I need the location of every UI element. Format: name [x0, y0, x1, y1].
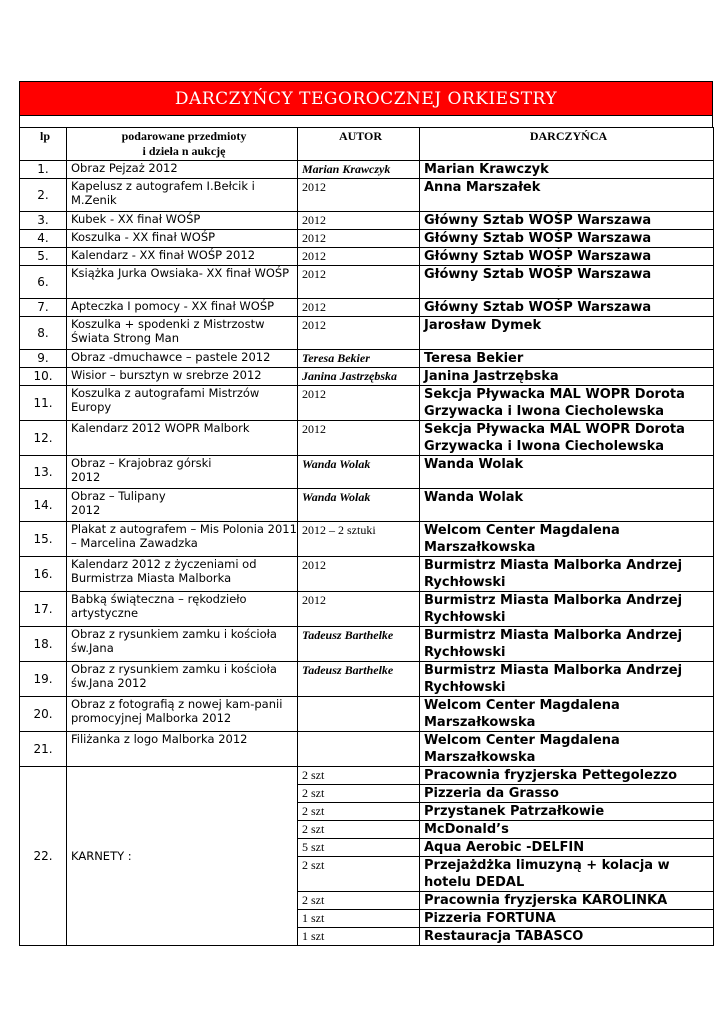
- table-row: [20, 522, 714, 557]
- quantity-cell: 2 szt: [298, 767, 420, 785]
- table-row: [20, 161, 714, 179]
- row-number: 7.: [20, 299, 67, 317]
- table-row: [20, 732, 714, 767]
- donor-cell: Sekcja Pływacka MAL WOPR Dorota Grzywacka i Iwona Ciecholewska: [420, 421, 714, 456]
- row-number: 19.: [20, 662, 67, 697]
- row-number: 1.: [20, 161, 67, 179]
- header-lp: lp: [20, 128, 67, 161]
- donor-cell: Pizzeria da Grasso: [420, 785, 714, 803]
- table-row: [20, 767, 714, 785]
- donor-cell: Wanda Wolak: [420, 456, 714, 489]
- table-row: [20, 212, 714, 230]
- table-row: [20, 592, 714, 627]
- table-body: [20, 161, 714, 946]
- row-number: 10.: [20, 368, 67, 386]
- donor-cell: Burmistrz Miasta Malborka Andrzej Rychłowski: [420, 592, 714, 627]
- row-number: 13.: [20, 456, 67, 489]
- row-number: 21.: [20, 732, 67, 767]
- donor-cell: Welcom Center Magdalena Marszałkowska: [420, 522, 714, 557]
- donor-cell: Anna Marszałek: [420, 179, 714, 212]
- item-cell: Obraz z rysunkiem zamku i kościoła św.Jana 2012: [67, 662, 298, 697]
- item-cell: Kubek - XX finał WOŚP: [67, 212, 298, 230]
- author-cell: 2012: [298, 592, 420, 627]
- item-cell: Apteczka I pomocy - XX finał WOŚP: [67, 299, 298, 317]
- donor-cell: Burmistrz Miasta Malborka Andrzej Rychłowski: [420, 557, 714, 592]
- author-cell: 2012: [298, 317, 420, 350]
- author-cell: [298, 732, 420, 767]
- table-row: [20, 662, 714, 697]
- row-number: 22.: [20, 767, 67, 946]
- row-number: 8.: [20, 317, 67, 350]
- row-number: 11.: [20, 386, 67, 421]
- author-cell: 2012: [298, 212, 420, 230]
- author-cell: [298, 697, 420, 732]
- item-cell: Babką świąteczna – rękodzieło artystyczne: [67, 592, 298, 627]
- table-row: [20, 557, 714, 592]
- table-row: [20, 179, 714, 212]
- header-author: AUTOR: [298, 128, 420, 161]
- page-title-banner: [19, 81, 713, 116]
- author-cell: 2012: [298, 421, 420, 456]
- donor-cell: Restauracja TABASCO: [420, 928, 714, 946]
- table-row: [20, 350, 714, 368]
- item-cell: KARNETY :: [67, 767, 298, 946]
- quantity-cell: 2 szt: [298, 857, 420, 892]
- row-number: 4.: [20, 230, 67, 248]
- donor-cell: Teresa Bekier: [420, 350, 714, 368]
- table-row: [20, 697, 714, 732]
- table-row: [20, 627, 714, 662]
- item-cell: Obraz z rysunkiem zamku i kościoła św.Jana: [67, 627, 298, 662]
- table-row: [20, 456, 714, 489]
- author-cell: 2012 – 2 sztuki: [298, 522, 420, 557]
- donor-cell: Burmistrz Miasta Malborka Andrzej Rychłowski: [420, 627, 714, 662]
- item-cell: Obraz – Tulipany 2012: [67, 489, 298, 522]
- row-number: 15.: [20, 522, 67, 557]
- donor-cell: Główny Sztab WOŚP Warszawa: [420, 266, 714, 299]
- table-row: [20, 230, 714, 248]
- quantity-cell: 1 szt: [298, 910, 420, 928]
- donor-cell: Główny Sztab WOŚP Warszawa: [420, 299, 714, 317]
- donor-cell: Welcom Center Magdalena Marszałkowska: [420, 732, 714, 767]
- donor-cell: Burmistrz Miasta Malborka Andrzej Rychłowski: [420, 662, 714, 697]
- row-number: 20.: [20, 697, 67, 732]
- quantity-cell: 2 szt: [298, 803, 420, 821]
- item-cell: Koszulka - XX finał WOŚP: [67, 230, 298, 248]
- item-cell: Koszulka + spodenki z Mistrzostw Świata Strong Man: [67, 317, 298, 350]
- author-cell: 2012: [298, 557, 420, 592]
- author-cell: 2012: [298, 179, 420, 212]
- item-cell: Filiżanka z logo Malborka 2012: [67, 732, 298, 767]
- table-row: [20, 266, 714, 299]
- donor-cell: McDonald’s: [420, 821, 714, 839]
- table-row: [20, 386, 714, 421]
- donor-cell: Pizzeria FORTUNA: [420, 910, 714, 928]
- item-cell: Wisior – bursztyn w srebrze 2012: [67, 368, 298, 386]
- row-number: 6.: [20, 266, 67, 299]
- header-donor: DARCZYŃCA: [420, 128, 714, 161]
- row-number: 16.: [20, 557, 67, 592]
- table-row: [20, 248, 714, 266]
- donor-cell: Sekcja Pływacka MAL WOPR Dorota Grzywacka i Iwona Ciecholewska: [420, 386, 714, 421]
- row-number: 5.: [20, 248, 67, 266]
- author-cell: Wanda Wolak: [298, 456, 420, 489]
- author-cell: Teresa Bekier: [298, 350, 420, 368]
- item-cell: Kapelusz z autografem I.Bełcik i M.Zenik: [67, 179, 298, 212]
- spacer-row: [19, 116, 713, 127]
- donor-cell: Główny Sztab WOŚP Warszawa: [420, 248, 714, 266]
- author-cell: Wanda Wolak: [298, 489, 420, 522]
- donor-cell: Jarosław Dymek: [420, 317, 714, 350]
- item-cell: Kalendarz 2012 z życzeniami od Burmistrza Miasta Malborka: [67, 557, 298, 592]
- table-row: [20, 299, 714, 317]
- donor-cell: Przejażdżka limuzyną + kolacja w hotelu DEDAL: [420, 857, 714, 892]
- quantity-cell: 2 szt: [298, 821, 420, 839]
- table-row: [20, 368, 714, 386]
- item-cell: Plakat z autografem – Mis Polonia 2011 – Marcelina Zawadzka: [67, 522, 298, 557]
- donors-table: [19, 127, 714, 946]
- author-cell: 2012: [298, 230, 420, 248]
- table-row: [20, 421, 714, 456]
- item-cell: Obraz Pejzaż 2012: [67, 161, 298, 179]
- row-number: 2.: [20, 179, 67, 212]
- donor-cell: Główny Sztab WOŚP Warszawa: [420, 230, 714, 248]
- donor-cell: Aqua Aerobic -DELFIN: [420, 839, 714, 857]
- author-cell: 2012: [298, 248, 420, 266]
- donor-cell: Wanda Wolak: [420, 489, 714, 522]
- quantity-cell: 2 szt: [298, 892, 420, 910]
- table-row: [20, 317, 714, 350]
- item-cell: Kalendarz 2012 WOPR Malbork: [67, 421, 298, 456]
- donor-cell: Przystanek Patrzałkowie: [420, 803, 714, 821]
- quantity-cell: 1 szt: [298, 928, 420, 946]
- donor-cell: Główny Sztab WOŚP Warszawa: [420, 212, 714, 230]
- row-number: 17.: [20, 592, 67, 627]
- item-cell: Obraz -dmuchawce – pastele 2012: [67, 350, 298, 368]
- item-cell: Kalendarz - XX finał WOŚP 2012: [67, 248, 298, 266]
- row-number: 3.: [20, 212, 67, 230]
- donor-cell: Marian Krawczyk: [420, 161, 714, 179]
- author-cell: 2012: [298, 386, 420, 421]
- author-cell: Janina Jastrzębska: [298, 368, 420, 386]
- author-cell: 2012: [298, 299, 420, 317]
- author-cell: Tadeusz Barthelke: [298, 627, 420, 662]
- table-header-row: [20, 128, 714, 161]
- header-items: podarowane przedmioty i dzieła n aukcję: [67, 128, 298, 161]
- donor-document: [19, 81, 713, 946]
- item-cell: Obraz – Krajobraz górski 2012: [67, 456, 298, 489]
- quantity-cell: 2 szt: [298, 785, 420, 803]
- donor-cell: Pracownia fryzjerska KAROLINKA: [420, 892, 714, 910]
- author-cell: 2012: [298, 266, 420, 299]
- donor-cell: Janina Jastrzębska: [420, 368, 714, 386]
- item-cell: Obraz z fotografią z nowej kam-panii promocyjnej Malborka 2012: [67, 697, 298, 732]
- author-cell: Tadeusz Barthelke: [298, 662, 420, 697]
- table-row: [20, 489, 714, 522]
- quantity-cell: 5 szt: [298, 839, 420, 857]
- page-title: DARCZYŃCY TEGOROCZNEJ ORKIESTRY: [174, 88, 558, 109]
- item-cell: Książka Jurka Owsiaka- XX finał WOŚP: [67, 266, 298, 299]
- donor-cell: Pracownia fryzjerska Pettegolezzo: [420, 767, 714, 785]
- row-number: 9.: [20, 350, 67, 368]
- donor-cell: Welcom Center Magdalena Marszałkowska: [420, 697, 714, 732]
- row-number: 14.: [20, 489, 67, 522]
- author-cell: Marian Krawczyk: [298, 161, 420, 179]
- item-cell: Koszulka z autografami Mistrzów Europy: [67, 386, 298, 421]
- row-number: 12.: [20, 421, 67, 456]
- row-number: 18.: [20, 627, 67, 662]
